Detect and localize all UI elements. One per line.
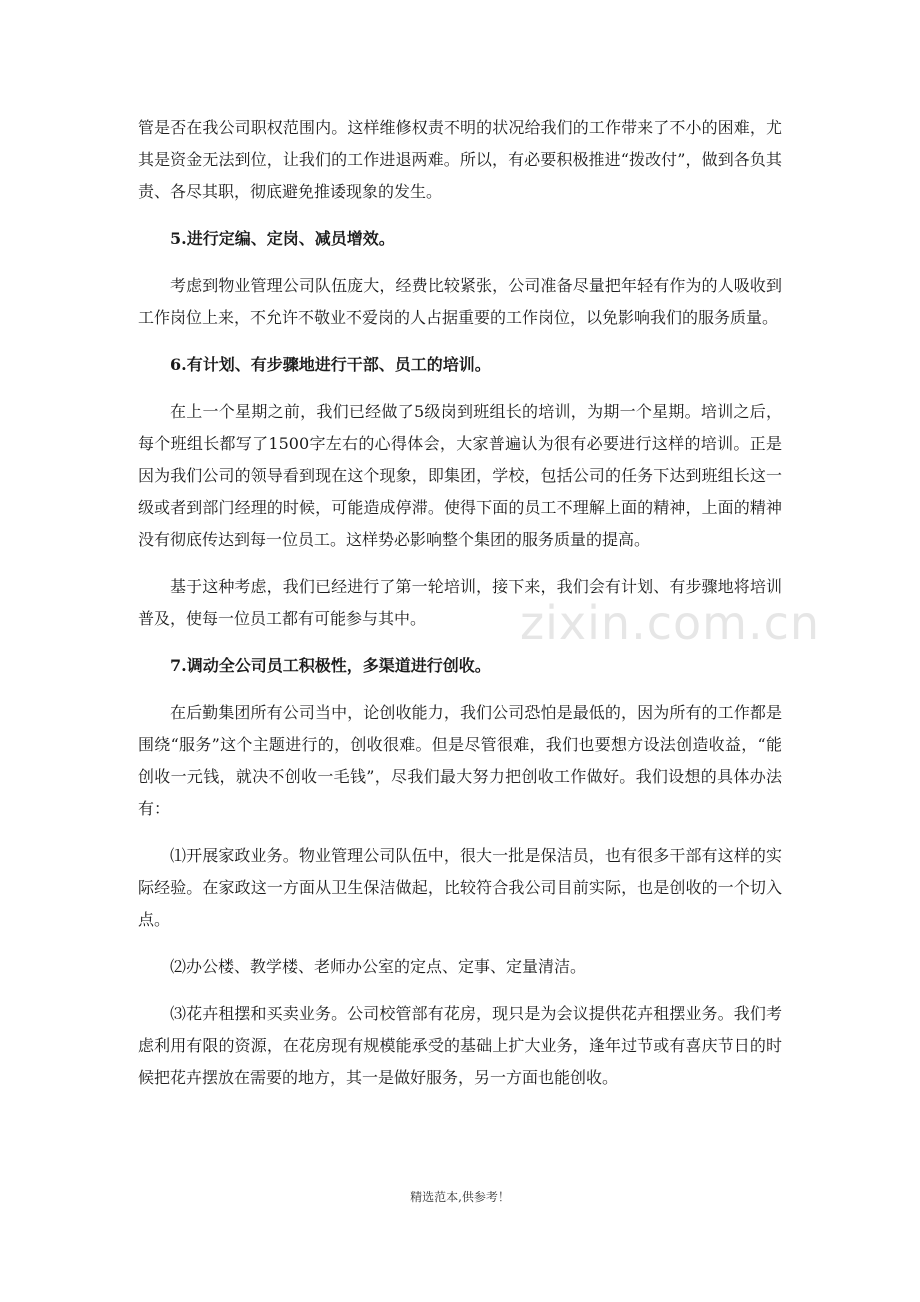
list-item-2: ⑵办公楼、教学楼、老师办公室的定点、定事、定量清洁。 xyxy=(170,957,587,976)
paragraph-5: 在后勤集团所有公司当中，论创收能力，我们公司恐怕是最低的，因为所有的工作都是围绕“服务”这个主题进行的，创收很难。但是尽管很难，我们也要想方设法创造收益，“能创收一元钱，就决不创收一毛钱”，尽我们最大努力把创收工作做好。我们设想的具体办法有： xyxy=(138,703,782,818)
paragraph-2: 考虑到物业管理公司队伍庞大，经费比较紧张，公司准备尽量把年轻有作为的人吸收到工作岗位上来，不允许不敬业不爱岗的人占据重要的工作岗位，以免影响我们的服务质量。 xyxy=(138,276,782,327)
document-body xyxy=(138,112,782,1109)
section-heading-5: 5.进行定编、定岗、减员增效。 xyxy=(170,229,395,248)
section-heading-6: 6.有计划、有步骤地进行干部、员工的培训。 xyxy=(170,355,491,374)
paragraph-1: 管是否在我公司职权范围内。这样维修权责不明的状况给我们的工作带来了不小的困难，尤其是资金无法到位，让我们的工作进退两难。所以，有必要积极推进“拨改付”，做到各负其责、各尽其职，彻底避免推诿现象的发生。 xyxy=(138,118,782,201)
paragraph-4: 基于这种考虑，我们已经进行了第一轮培训，接下来，我们会有计划、有步骤地将培训普及，使每一位员工都有可能参与其中。 xyxy=(138,577,782,628)
paragraph-3: 在上一个星期之前，我们已经做了5级岗到班组长的培训，为期一个星期。培训之后，每个班组长都写了1500字左右的心得体会，大家普遍认为很有必要进行这样的培训。正是因为我们公司的领导看到现在这个现象，即集团，学校，包括公司的任务下达到班组长这一级或者到部门经理的时候，可能造成停滞。使得下面的员工不理解上面的精神，上面的精神没有彻底传达到每一位员工。这样势必影响整个集团的服务质量的提高。 xyxy=(138,402,782,549)
section-heading-7: 7.调动全公司员工积极性，多渠道进行创收。 xyxy=(170,656,491,675)
page-footer: 精选范本,供参考！ xyxy=(410,1190,510,1204)
list-item-1: ⑴开展家政业务。物业管理公司队伍中，很大一批是保洁员，也有很多干部有这样的实际经验。在家政这一方面从卫生保洁做起，比较符合我公司目前实际，也是创收的一个切入点。 xyxy=(138,846,782,929)
list-item-3: ⑶花卉租摆和买卖业务。公司校管部有花房，现只是为会议提供花卉租摆业务。我们考虑利用有限的资源，在花房现有规模能承受的基础上扩大业务，逢年过节或有喜庆节日的时候把花卉摆放在需要的地方，其一是做好服务，另一方面也能创收。 xyxy=(138,1004,782,1087)
watermark: zixin.com.cn xyxy=(520,596,821,650)
